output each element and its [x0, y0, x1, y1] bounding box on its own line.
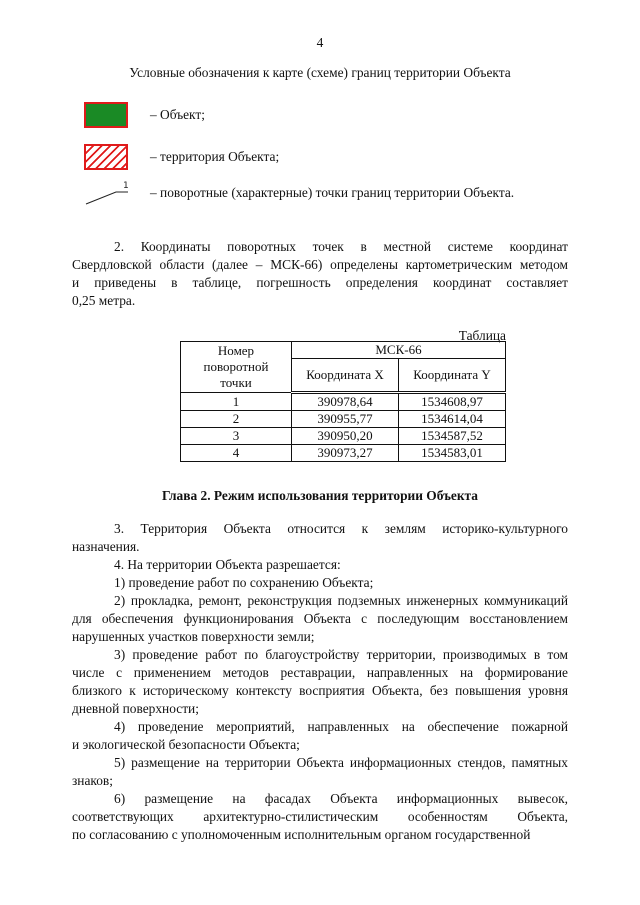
chapter-2-title: Глава 2. Режим использования территории Объекта: [162, 488, 478, 503]
paragraph-line: и экологической безопасности Объекта;: [72, 737, 300, 752]
paragraph: [72, 754, 568, 790]
paragraph: [72, 574, 568, 592]
clause-2-coordinates: [72, 238, 568, 310]
clause-2-line: 0,25 метра.: [72, 293, 136, 308]
turning-point-marker: 1: [123, 181, 129, 191]
table-row: [181, 393, 506, 411]
header-x: Координата X: [292, 359, 399, 393]
paragraph-line: 1) проведение работ по сохранению Объекта;: [114, 575, 374, 590]
legend-label-turning-point: – поворотные (характерные) точки границ территории Объекта.: [150, 185, 515, 200]
cell-point-number: 2: [181, 411, 292, 428]
paragraph-line: числе с применением методов реставрации, направленных на формирование: [72, 665, 568, 680]
paragraph-line: назначения.: [72, 539, 140, 554]
header-coordinate-system: МСК-66: [292, 342, 506, 359]
paragraph: [72, 556, 568, 574]
paragraph-line: по согласованию с уполномоченным исполнительным органом государственной: [72, 827, 531, 842]
table-row: [181, 428, 506, 445]
header-y: Координата Y: [399, 359, 506, 393]
table-row: [181, 445, 506, 462]
cell-point-number: 1: [181, 393, 292, 411]
paragraph-line: знаков;: [72, 773, 113, 788]
paragraph: [72, 790, 568, 844]
cell-x: 390955,77: [292, 411, 399, 428]
paragraph: [72, 520, 568, 556]
cell-y: 1534614,04: [399, 411, 506, 428]
legend-item-territory: [82, 143, 279, 171]
header-point-number: Номер поворотной точки: [181, 342, 292, 393]
clause-2-line: 2. Координаты поворотных точек в местной системе координат: [114, 239, 568, 254]
paragraph-line: 4) проведение мероприятий, направленных на обеспечение пожарной: [114, 719, 568, 734]
paragraph-line: для обеспечения функционирования Объекта с последующим восстановлением: [72, 611, 568, 626]
cell-y: 1534583,01: [399, 445, 506, 462]
cell-x: 390973,27: [292, 445, 399, 462]
clause-2-line: и приведены в таблице, погрешность определения координат составляет: [72, 275, 568, 290]
paragraph: [72, 592, 568, 646]
cell-y: 1534587,52: [399, 428, 506, 445]
table-row: [181, 411, 506, 428]
object-area-icon: [84, 102, 128, 128]
body-text: [72, 520, 568, 844]
cell-y: 1534608,97: [399, 393, 506, 411]
paragraph-line: нарушенных участков поверхности земли;: [72, 629, 315, 644]
legend-label-object: – Объект;: [150, 107, 205, 122]
legend-item-turning-point: [82, 179, 514, 207]
legend-label-territory: – территория Объекта;: [150, 149, 280, 164]
coordinates-table: [180, 341, 506, 462]
cell-x: 390950,20: [292, 428, 399, 445]
cell-point-number: 4: [181, 445, 292, 462]
paragraph-line: 5) размещение на территории Объекта информационных стендов, памятных: [114, 755, 568, 770]
cell-point-number: 3: [181, 428, 292, 445]
paragraph-line: 4. На территории Объекта разрешается:: [114, 557, 341, 572]
paragraph-line: соответствующих архитектурно-стилистическим особенностям Объекта,: [72, 809, 568, 824]
clause-2-line: Свердловской области (далее – МСК-66) определены картометрическим методом: [72, 257, 568, 272]
paragraph: [72, 646, 568, 718]
paragraph-line: дневной поверхности;: [72, 701, 199, 716]
territory-hatch-icon: [84, 144, 128, 170]
table-caption: Таблица: [458, 328, 506, 343]
paragraph-line: 2) прокладка, ремонт, реконструкция подземных инженерных коммуникаций: [114, 593, 568, 608]
paragraph-line: 6) размещение на фасадах Объекта информационных вывесок,: [114, 791, 568, 806]
paragraph-line: близкого к историческому контексту восприятия Объекта, без повышения уровня: [72, 683, 568, 698]
paragraph: [72, 718, 568, 754]
legend-item-object: [82, 101, 205, 129]
paragraph-line: 3) проведение работ по благоустройству территории, производимых в том: [114, 647, 568, 662]
turning-point-icon: [82, 178, 130, 208]
page-number: 4: [316, 35, 324, 50]
cell-x: 390978,64: [292, 393, 399, 411]
legend-title: Условные обозначения к карте (схеме) границ территории Объекта: [129, 65, 511, 80]
paragraph-line: 3. Территория Объекта относится к землям историко-культурного: [114, 521, 568, 536]
